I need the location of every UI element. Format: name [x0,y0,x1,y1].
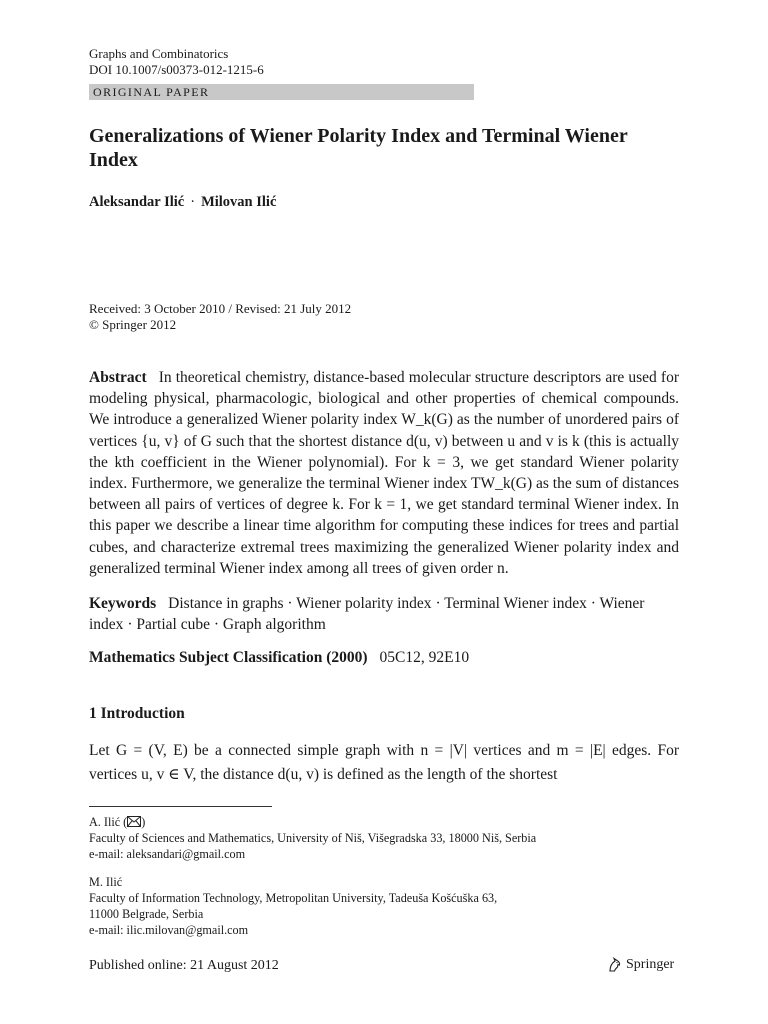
msc-value: 05C12, 92E10 [379,649,470,667]
paper-type: ORIGINAL PAPER [93,85,210,99]
springer-horse-icon [607,957,623,973]
author-name: Milovan Ilić [201,194,277,210]
paper-title: Generalizations of Wiener Polarity Index and Terminal Wiener Index [89,125,628,171]
affiliation-1 [89,814,689,862]
author-separator: · [190,194,196,210]
abstract [89,367,679,579]
affiliation-institution: Faculty of Information Technology, Metropolitan University, Tadeuša Košćuška 63, [89,891,498,905]
keywords-label: Keywords [89,595,157,613]
affiliation-institution: Faculty of Sciences and Mathematics, University of Niš, Višegradska 33, 18000 Niš, Serbia [89,831,537,845]
affiliation-email[interactable]: e-mail: aleksandari@gmail.com [89,847,246,861]
abstract-label: Abstract [89,369,147,386]
affiliation-2 [89,874,689,938]
affiliation-name: A. Ilić ( ) [89,815,146,829]
affiliation-name: M. Ilić [89,875,123,889]
abstract-text: In theoretical chemistry, distance-based molecular structure descriptors are used for modeling physical, pharmacologic, biological and other properties of chemical compounds. We introduce a generalized Wiener polarity index W_k(G) as the number of unordered pairs of vertices {u, v} of G such that the shortest distance d(u, v) between u and v is k (this is actually the kth coefficient in the Wiener polynomial). For k = 3, we get standard Wiener polarity index. Furthermore, we generalize the terminal Wiener index TW_k(G) as the sum of distances between all pairs of vertices of degree k. For k = 1, we get standard terminal Wiener index. In this paper we describe a linear time algorithm for computing these indices for trees and partial cubes, and characterize extremal trees maximizing the generalized Wiener polarity index and generalized terminal Wiener index among all trees of given order n. [89,369,679,577]
received-date: Received: 3 October 2010 / Revised: 21 July 2012 [89,301,352,316]
paper-page [89,46,679,787]
footnote-rule [89,806,272,807]
copyright: © Springer 2012 [89,317,177,332]
keyword: Partial cube [136,616,210,634]
msc-label: Mathematics Subject Classification (2000) [89,649,368,667]
keyword: Distance in graphs [168,595,284,613]
keyword: Wiener polarity index [296,595,432,613]
published-date: Published online: 21 August 2012 [89,958,279,973]
keyword: Terminal Wiener index [444,595,587,613]
section-text: Let G = (V, E) be a connected simple graph with n = |V| vertices and m = |E| edges. For vertices u, v ∈ V, the distance d(u, v) is defined as the length of the shortest [89,741,679,783]
envelope-icon[interactable] [127,816,141,827]
affiliation-email[interactable]: e-mail: ilic.milovan@gmail.com [89,923,249,937]
msc [89,647,679,668]
dates-block [89,301,679,333]
journal-header [89,46,679,78]
author-list [89,194,679,211]
section-heading: 1 Introduction [89,704,185,722]
publisher-name: Springer [626,957,675,972]
journal-name: Graphs and Combinatorics [89,46,229,61]
keyword: Graph algorithm [222,616,326,634]
publisher-logo[interactable] [607,957,674,973]
doi[interactable]: DOI 10.1007/s00373-012-1215-6 [89,62,264,77]
keyword: Wiener index [89,595,645,634]
paper-type-bar [89,84,474,100]
affiliation-institution-line2: 11000 Belgrade, Serbia [89,907,204,921]
author-name: Aleksandar Ilić [89,194,185,210]
keywords: Keywords Distance in graphs · Wiener polarity index · Terminal Wiener index · Wiener index · Partial cube · Graph algorithm [89,595,645,634]
